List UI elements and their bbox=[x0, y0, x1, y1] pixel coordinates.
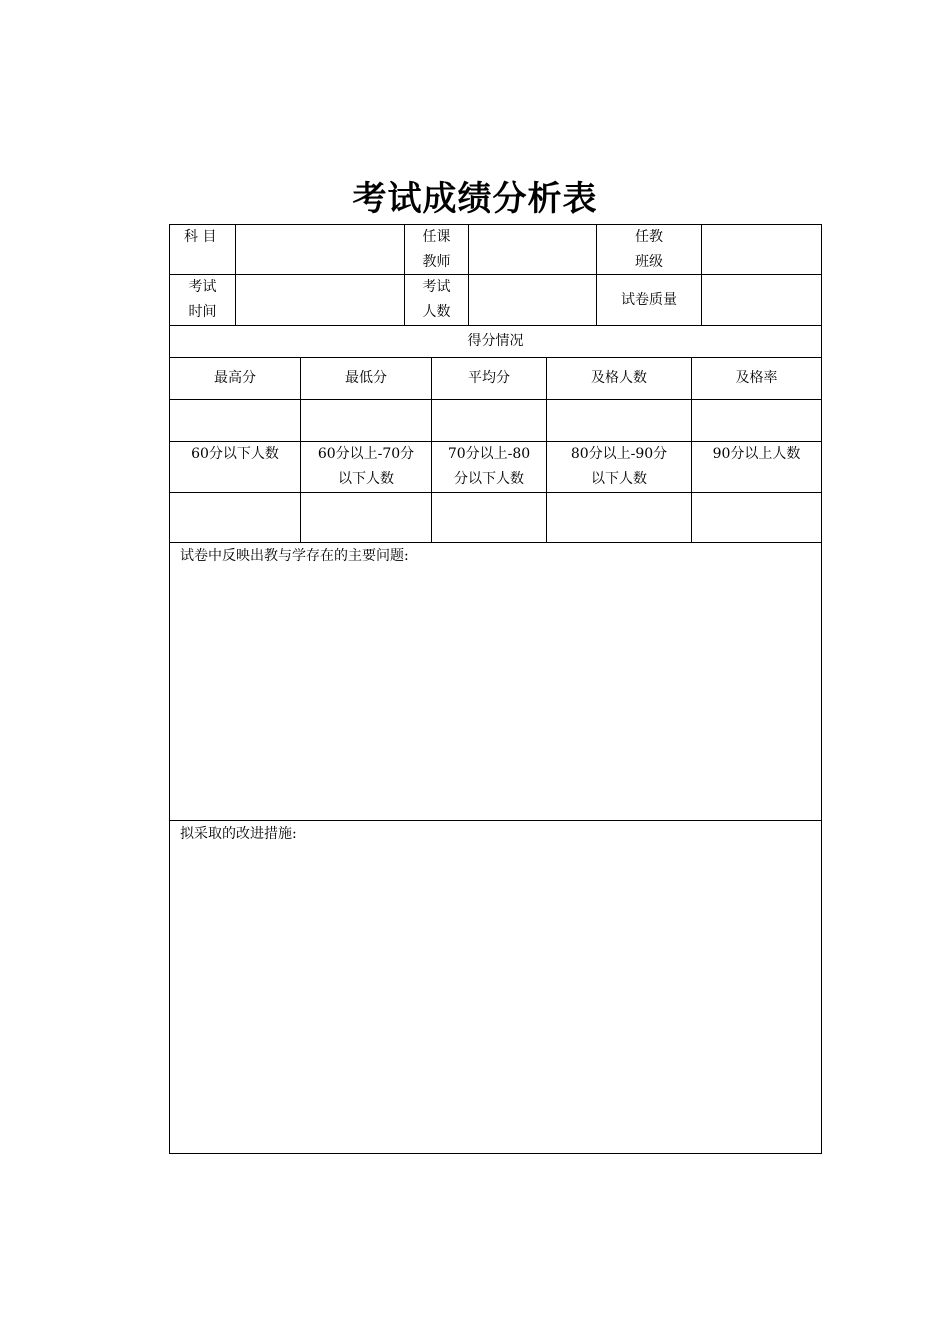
exam-time-label bbox=[170, 275, 235, 325]
problems-textarea[interactable] bbox=[180, 569, 811, 814]
subject-field[interactable] bbox=[236, 225, 404, 274]
band-header-line1: 60分以下人数 bbox=[191, 446, 279, 462]
exam-time-label-line1: 考试 bbox=[188, 279, 217, 295]
class-label-line2: 班级 bbox=[635, 254, 663, 270]
measures-label: 拟采取的改进措施: bbox=[180, 826, 297, 842]
band-header-line1: 80分以上-90分 bbox=[570, 446, 668, 462]
teacher-field[interactable] bbox=[469, 225, 596, 274]
pass-count-header: 及格人数 bbox=[591, 370, 647, 386]
band-above-90-field[interactable] bbox=[692, 493, 821, 542]
band-60-70-field[interactable] bbox=[301, 493, 431, 542]
band-80-90-field[interactable] bbox=[547, 493, 691, 542]
band-header-line1: 90分以上人数 bbox=[712, 446, 801, 462]
subject-label: 科 目 bbox=[184, 229, 217, 245]
paper-quality-field[interactable] bbox=[702, 275, 821, 325]
band-header-line2: 以下人数 bbox=[591, 471, 647, 487]
measures-section bbox=[180, 822, 811, 1152]
band-header-line2: 分以下人数 bbox=[454, 471, 524, 487]
exam-count-field[interactable] bbox=[469, 275, 596, 325]
band-below-60-header bbox=[170, 442, 300, 492]
problems-section bbox=[180, 544, 811, 820]
row-divider bbox=[170, 820, 821, 821]
band-70-80-field[interactable] bbox=[432, 493, 546, 542]
page-title: 考试成绩分析表 bbox=[352, 179, 598, 219]
exam-count-label bbox=[405, 275, 468, 325]
band-header-line1: 60分以上-70分 bbox=[317, 446, 415, 462]
teacher-label-line2: 教师 bbox=[422, 254, 451, 270]
band-header-line1: 70分以上-80 bbox=[447, 446, 531, 462]
teacher-label-line1: 任课 bbox=[422, 229, 451, 245]
exam-time-field[interactable] bbox=[236, 275, 404, 325]
min-score-header: 最低分 bbox=[345, 370, 387, 386]
band-below-60-field[interactable] bbox=[170, 493, 300, 542]
problems-label: 试卷中反映出教与学存在的主要问题: bbox=[180, 548, 409, 564]
analysis-table bbox=[169, 224, 822, 1154]
max-score-header: 最高分 bbox=[214, 370, 256, 386]
score-section-heading: 得分情况 bbox=[467, 333, 524, 349]
measures-textarea[interactable] bbox=[180, 847, 811, 1147]
exam-count-label-line1: 考试 bbox=[422, 279, 451, 295]
paper-quality-label: 试卷质量 bbox=[621, 292, 677, 308]
teacher-label bbox=[405, 225, 468, 274]
row-divider bbox=[170, 542, 821, 543]
pass-rate-field[interactable] bbox=[692, 400, 821, 441]
band-above-90-header bbox=[692, 442, 821, 492]
exam-time-label-line2: 时间 bbox=[188, 304, 217, 320]
min-score-field[interactable] bbox=[301, 400, 431, 441]
band-header-line2: 以下人数 bbox=[338, 471, 394, 487]
band-70-80-header bbox=[432, 442, 546, 492]
max-score-field[interactable] bbox=[170, 400, 300, 441]
class-label-line1: 任教 bbox=[635, 229, 663, 245]
pass-rate-header: 及格率 bbox=[735, 370, 778, 386]
band-80-90-header bbox=[547, 442, 691, 492]
avg-score-header: 平均分 bbox=[468, 370, 510, 386]
class-field[interactable] bbox=[702, 225, 821, 274]
band-60-70-header bbox=[301, 442, 431, 492]
class-label bbox=[597, 225, 701, 274]
pass-count-field[interactable] bbox=[547, 400, 691, 441]
avg-score-field[interactable] bbox=[432, 400, 546, 441]
exam-count-label-line2: 人数 bbox=[422, 304, 451, 320]
